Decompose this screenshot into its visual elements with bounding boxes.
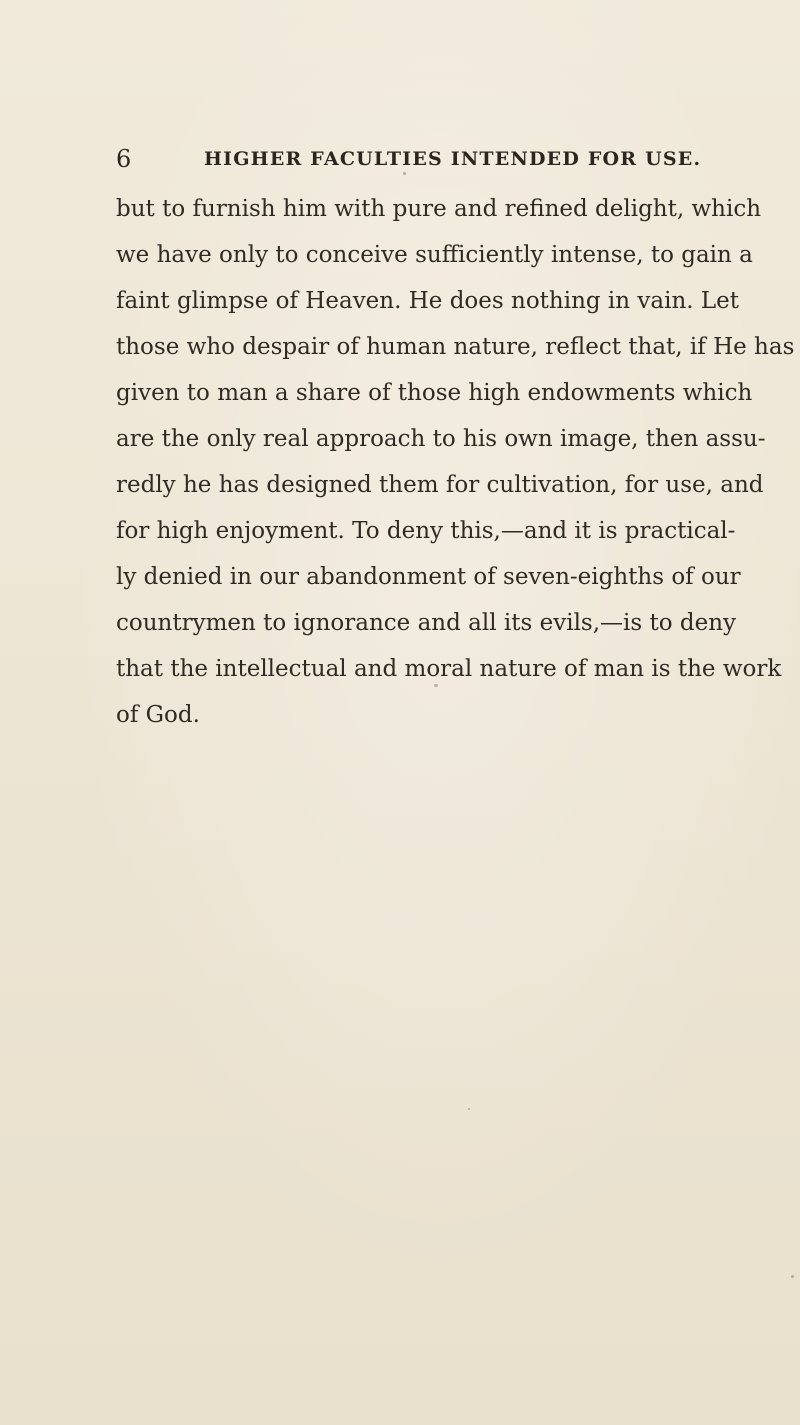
- text-line: given to man a share of those high endowments which: [116, 380, 753, 406]
- paper-speck: [403, 172, 406, 175]
- text-line: but to furnish him with pure and refined delight, which: [116, 196, 762, 222]
- text-line: ly denied in our abandonment of seven-eighths of our: [116, 564, 741, 590]
- paper-speck: [434, 684, 438, 687]
- text-line: are the only real approach to his own image, then assu-: [116, 426, 766, 452]
- text-line: for high enjoyment. To deny this,—and it is practical-: [116, 518, 736, 544]
- text-line: those who despair of human nature, reflect that, if He has: [116, 334, 795, 360]
- page-number: 6: [116, 145, 133, 173]
- paper-speck: [468, 1108, 470, 1110]
- text-line: redly he has designed them for cultivation, for use, and: [116, 472, 764, 498]
- text-line: that the intellectual and moral nature of man is the work: [116, 656, 782, 682]
- text-line: of God.: [116, 702, 200, 728]
- running-head: [116, 142, 736, 176]
- text-line: we have only to conceive sufficiently intense, to gain a: [116, 242, 753, 268]
- paper-speck: [791, 1275, 794, 1278]
- body-paragraph: [116, 186, 795, 738]
- text-line: faint glimpse of Heaven. He does nothing in vain. Let: [116, 288, 740, 314]
- text-line: countrymen to ignorance and all its evils,—is to deny: [116, 610, 737, 636]
- running-title: HIGHER FACULTIES INTENDED FOR USE.: [204, 148, 702, 170]
